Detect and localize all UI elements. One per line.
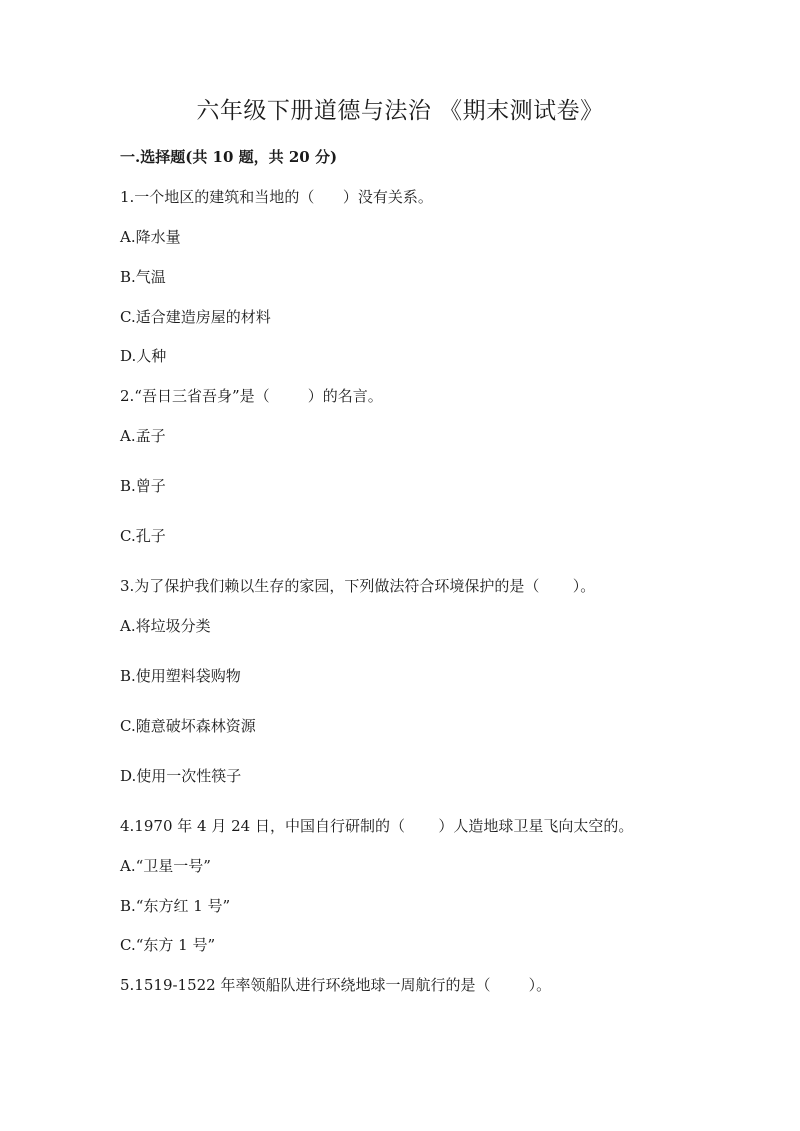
question-4-option-c: C.“东方 1 号” [120,936,216,954]
question-3-option-b: B.使用塑料袋购物 [120,667,241,685]
question-4-option-b: B.“东方红 1 号” [120,897,231,915]
question-4-stem: 4.1970 年 4 月 24 日，中国自行研制的（ ）人造地球卫星飞向太空的。 [120,817,634,835]
question-2-option-c: C.孔子 [120,527,166,545]
question-1-option-a: A.降水量 [120,228,181,246]
question-2-stem: 2.“吾日三省吾身”是（ ）的名言。 [120,387,383,405]
question-3-option-d: D.使用一次性筷子 [120,767,242,785]
question-2-option-b: B.曾子 [120,477,166,495]
section-heading: 一.选择题(共 10 题，共 20 分) [120,148,338,166]
question-1-option-d: D.人种 [120,347,167,365]
question-2-option-a: A.孟子 [120,427,166,445]
question-1-stem: 1.一个地区的建筑和当地的（ ）没有关系。 [120,188,433,206]
question-3-stem: 3.为了保护我们赖以生存的家园，下列做法符合环境保护的是（ ）。 [120,577,596,595]
question-4-option-a: A.“卫星一号” [120,857,211,875]
question-1-option-c: C.适合建造房屋的材料 [120,308,271,326]
question-3-option-c: C.随意破坏森林资源 [120,717,256,735]
question-1-option-b: B.气温 [120,268,166,286]
page-title: 六年级下册道德与法治 《期末测试卷》 [196,98,604,124]
question-3-option-a: A.将垃圾分类 [120,617,211,635]
question-5-stem: 5.1519-1522 年率领船队进行环绕地球一周航行的是（ ）。 [120,976,552,994]
